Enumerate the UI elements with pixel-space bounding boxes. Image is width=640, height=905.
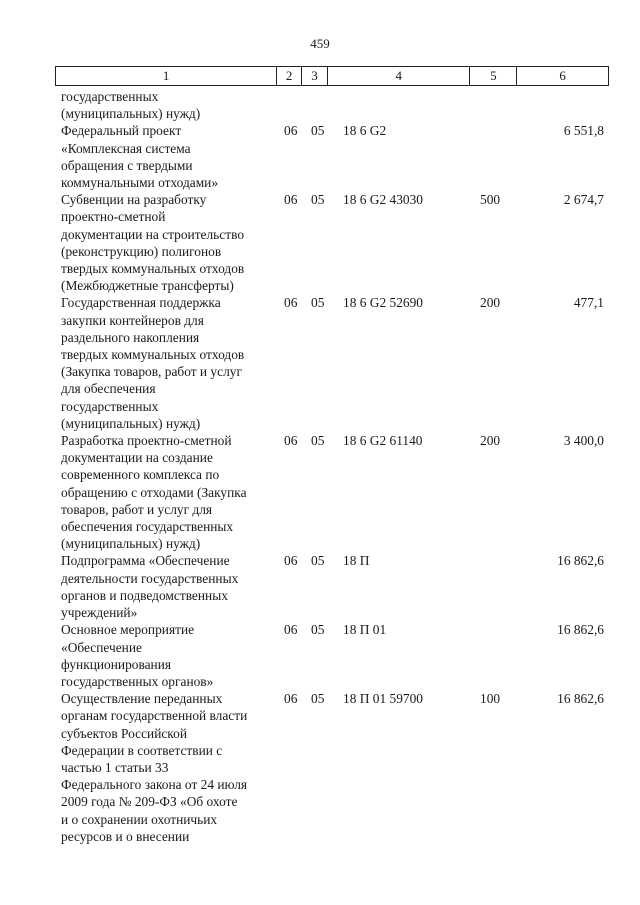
column-header-1: 1 [56,67,277,85]
row-name-line: функционирования [61,656,172,672]
row-name-line: для обеспечения [61,381,156,397]
subsection-code: 05 [311,433,325,449]
table-row [0,690,640,845]
row-name [61,621,283,690]
row-name [61,690,283,845]
row-name-line: государственных [61,398,159,414]
target-article-code: 18 6 G2 43030 [343,192,423,208]
target-article-code: 18 6 G2 52690 [343,295,423,311]
row-name-line: Основное мероприятие [61,622,195,638]
row-name-line: и о сохранении охотничьих [61,811,218,827]
row-name-line: Федерации в соответствии с [61,742,223,758]
target-article-code: 18 6 G2 61140 [343,433,423,449]
row-name-line: (муниципальных) нужд) [61,415,201,431]
column-header-3: 3 [302,67,328,85]
row-name-line: обеспечения государственных [61,519,234,535]
amount: 16 862,6 [557,622,604,638]
table-row [0,552,640,621]
section-code: 06 [284,123,298,139]
table-row [0,122,640,191]
row-name-line: обращению с отходами (Закупка [61,484,247,500]
section-code: 06 [284,553,298,569]
row-name-line: Федеральный проект [61,123,182,139]
section-code: 06 [284,691,298,707]
amount: 16 862,6 [557,691,604,707]
table-header [55,66,609,86]
amount: 477,1 [573,295,604,311]
amount: 2 674,7 [563,192,604,208]
section-code: 06 [284,433,298,449]
column-header-6: 6 [559,68,566,83]
row-name-line: органов и подведомственных [61,587,228,603]
row-name-line: современного комплекса по [61,467,220,483]
row-name-line: деятельности государственных [61,570,239,586]
row-name-line: раздельного накопления [61,329,200,345]
table-row [0,432,640,552]
row-name-line: (Закупка товаров, работ и услуг [61,364,242,380]
row-name-line: закупки контейнеров для [61,312,204,328]
amount: 3 400,0 [563,433,604,449]
row-name-line: «Обеспечение [61,639,142,655]
subsection-code: 05 [311,622,325,638]
target-article-code: 18 П [343,553,370,569]
row-name-line: государственных [61,89,159,104]
row-name-line: товаров, работ и услуг для [61,501,213,517]
row-name-line: (муниципальных) нужд) [61,106,201,122]
row-name [61,191,283,294]
table-row [0,88,640,122]
row-name-line: документации на строительство [61,226,245,242]
section-code: 06 [284,622,298,638]
expense-type-code: 200 [480,295,501,311]
section-code: 06 [284,295,298,311]
row-name-line: проектно-сметной [61,209,166,225]
subsection-code: 05 [311,553,325,569]
section-code: 06 [284,192,298,208]
amount: 16 862,6 [557,553,604,569]
row-name-line: коммунальными отходами» [61,175,219,191]
row-name [61,552,283,621]
target-article-code: 18 П 01 [343,622,387,638]
row-name-line: документации на создание [61,450,213,466]
row-name-line: государственных органов» [61,673,214,689]
table-row [0,294,640,432]
row-name-line: частью 1 статьи 33 [61,759,169,775]
target-article-code: 18 П 01 59700 [343,691,423,707]
table-row [0,621,640,690]
row-name [61,294,283,432]
subsection-code: 05 [311,295,325,311]
column-header-2: 2 [277,67,302,85]
target-article-code: 18 6 G2 [343,123,387,139]
row-name-line: Осуществление переданных [61,691,223,707]
subsection-code: 05 [311,192,325,208]
row-name-line: Разработка проектно-сметной [61,433,232,449]
table-row [0,191,640,294]
table-body [0,88,640,845]
expense-type-code: 200 [480,433,501,449]
row-name-line: учреждений» [61,605,138,621]
row-name-line: 2009 года № 209-ФЗ «Об охоте [61,794,238,810]
row-name-line: твердых коммунальных отходов [61,261,245,277]
row-name-line: Государственная поддержка [61,295,221,311]
subsection-code: 05 [311,691,325,707]
row-name-line: твердых коммунальных отходов [61,347,245,363]
expense-type-code: 500 [480,192,501,208]
row-name-line: (Межбюджетные трансферты) [61,278,234,294]
expense-type-code: 100 [480,691,501,707]
row-name-line: органам государственной власти [61,708,248,724]
subsection-code: 05 [311,123,325,139]
column-header-4: 4 [328,67,470,85]
row-name-line: субъектов Российской [61,725,187,741]
row-name [61,122,283,191]
row-name [61,432,283,552]
row-name-line: (реконструкцию) полигонов [61,243,222,259]
row-name-line: ресурсов и о внесении [61,828,190,844]
column-header-5: 5 [470,67,517,85]
row-name [61,88,283,122]
row-name-line: «Комплексная система [61,140,191,156]
amount: 6 551,8 [563,123,604,139]
row-name-line: (муниципальных) нужд) [61,536,201,552]
row-name-line: Подпрограмма «Обеспечение [61,553,230,569]
row-name-line: Субвенции на разработку [61,192,207,208]
page-number: 459 [310,36,330,51]
row-name-line: обращения с твердыми [61,157,193,173]
row-name-line: Федерального закона от 24 июля [61,777,248,793]
